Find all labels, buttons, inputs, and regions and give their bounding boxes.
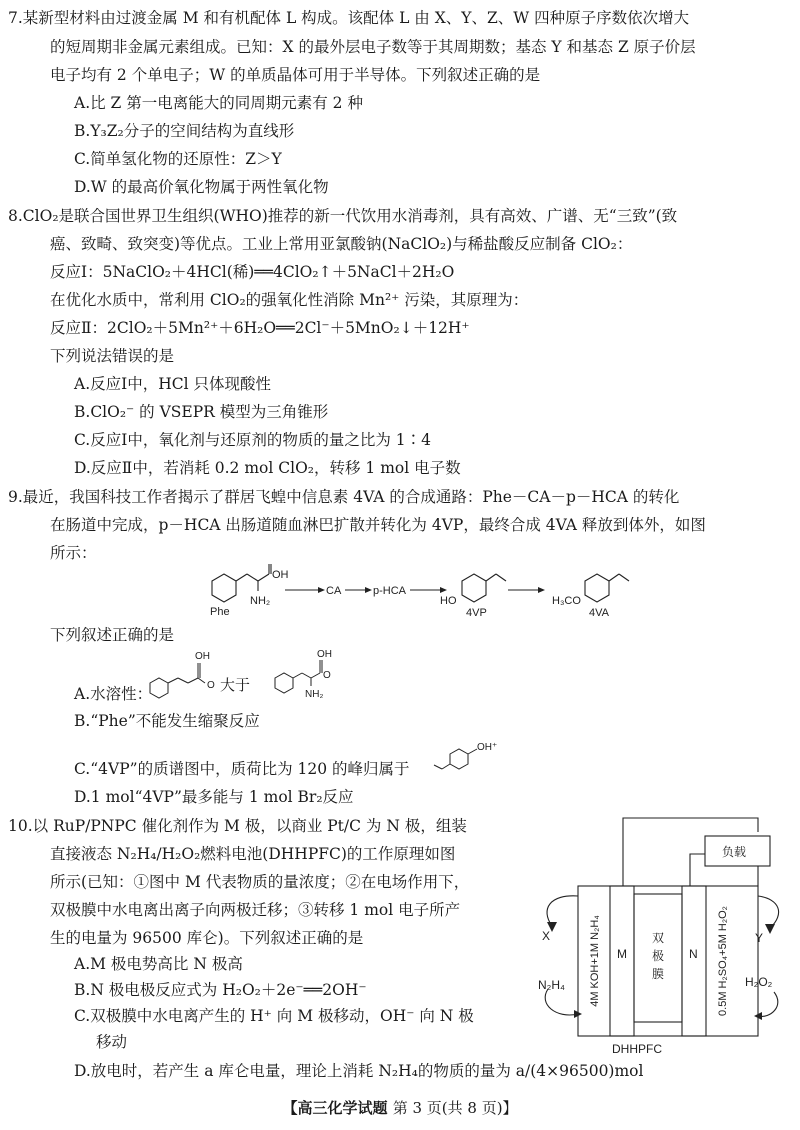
q9-option-a-o-2: O [323, 670, 331, 681]
q9-option-a-oh-2: OH [317, 649, 332, 660]
q9-stem-line2: 在肠道中完成，p－HCA 出肠道随血淋巴扩散并转化为 4VP，最终合成 4VA 释放到体外，如图 [50, 516, 706, 534]
q10-left-solution-label: 4M KOH+1M N₂H₄ [589, 915, 601, 1007]
q7-option-d: D.W 的最高价氧化物属于两性氧化物 [74, 178, 329, 196]
q10-option-c-line2: 移动 [96, 1033, 128, 1051]
q10-load-label: 负载 [722, 845, 747, 859]
q8-option-d: D.反应Ⅱ中，若消耗 0.2 mol ClO₂，转移 1 mol 电子数 [74, 459, 461, 477]
q10-right-solution-label: 0.5M H₂SO₄+5M H₂O₂ [717, 906, 729, 1016]
q9-prompt: 下列叙述正确的是 [50, 626, 175, 644]
q10-membrane-char3: 膜 [652, 967, 665, 981]
q9-option-a-mid: 大于 [220, 676, 251, 694]
q10-n-label: N [689, 947, 698, 961]
q9-scheme-4vp-label: 4VP [466, 607, 487, 619]
q10-x-label: X [542, 929, 551, 943]
q9-option-a [74, 684, 152, 704]
q9-scheme-ho-label: HO [440, 595, 457, 607]
q7-stem-line3: 电子均有 2 个单电子；W 的单质晶体可用于半导体。下列叙述正确的是 [50, 66, 541, 84]
q9-scheme-ca-label: CA [326, 585, 342, 597]
q10-stem-line4: 双极膜中水电离出离子向两极迁移；③转移 1 mol 电子所产 [50, 901, 461, 919]
q8-option-b: B.ClO₂⁻ 的 VSEPR 模型为三角锥形 [74, 403, 329, 421]
q10-stem-line2: 直接液态 N₂H₄/H₂O₂燃料电池(DHHPFC)的工作原理如图 [50, 845, 456, 863]
q9-scheme-nh2-label: NH₂ [250, 595, 271, 607]
q9-option-b: B.“Phe”不能发生缩聚反应 [74, 712, 260, 730]
q7-option-c: C.简单氢化物的还原性：Z＞Y [74, 150, 282, 168]
q10-stem-line5: 生的电量为 96500 库仑)。下列叙述正确的是 [50, 929, 364, 947]
q10-m-electrode [610, 886, 634, 1036]
q9-scheme-phca-label: p-HCA [373, 585, 407, 597]
q9-scheme-h3co-label: H₃CO [552, 595, 581, 607]
q9-scheme-4va-label: 4VA [589, 607, 609, 619]
q9-option-c: C.“4VP”的质谱图中，质荷比为 120 的峰归属于 [74, 760, 410, 778]
q10-membrane-char2: 极 [652, 949, 665, 963]
q8-option-a: A.反应Ⅰ中，HCl 只体现酸性 [74, 375, 272, 393]
q10-fuel-cell-diagram [530, 814, 785, 1057]
q8-option-c: C.反应Ⅰ中，氧化剂与还原剂的物质的量之比为 1∶4 [74, 431, 432, 449]
q8-stem-line2: 癌、致畸、致突变)等优点。工业上常用亚氯酸钠(NaClO₂)与稀盐酸反应制备 ClO₂： [50, 235, 633, 253]
q10-option-b: B.N 极电极反应式为 H₂O₂＋2e⁻══2OH⁻ [74, 981, 367, 999]
q10-membrane-label [652, 931, 668, 981]
q9-option-d: D.1 mol“4VP”最多能与 1 mol Br₂反应 [74, 788, 354, 806]
q9-option-a-nh2: NH₂ [305, 689, 324, 700]
q10-stem-line1: 10.以 RuP/PNPC 催化剂作为 M 极，以商业 Pt/C 为 N 极，组装 [8, 817, 467, 835]
q9-option-a-oh-1: OH [195, 651, 210, 662]
q7-option-a: A.比 Z 第一电离能大的同周期元素有 2 种 [74, 94, 363, 112]
q10-caption: DHHPFC [612, 1042, 662, 1056]
q10-m-label: M [617, 947, 627, 961]
q9-option-a-o-1: O [207, 680, 215, 691]
q8-prompt: 下列说法错误的是 [50, 347, 175, 365]
q8-reaction-1: 反应Ⅰ：5NaClO₂＋4HCl(稀)══4ClO₂↑＋5NaCl＋2H₂O [50, 263, 455, 281]
q10-n-electrode [682, 886, 706, 1036]
q7-stem-line2: 的短周期非金属元素组成。已知：X 的最外层电子数等于其周期数；基态 Y 和基态 Z 原子价层 [50, 38, 696, 56]
q10-option-d: D.放电时，若产生 a 库仑电量，理论上消耗 N₂H₄的物质的量为 a/(4×96500)mol [74, 1062, 644, 1080]
q9-stem-line1: 9.最近，我国科技工作者揭示了群居飞蝗中信息素 4VA 的合成通路：Phe－CA－p－HCA 的转化 [8, 488, 680, 506]
q10-option-c-line1: C.双极膜中水电离产生的 H⁺ 向 M 极移动，OH⁻ 向 N 极 [74, 1007, 474, 1025]
q9-option-a-structures [145, 648, 360, 700]
page-footer [0, 1097, 800, 1118]
q10-stem-line3: 所示(已知：①图中 M 代表物质的量浓度；②在电场作用下， [50, 873, 470, 891]
footer-page: 第 3 页(共 8 页)】 [392, 1099, 518, 1117]
q10-h2o2-label: H₂O₂ [745, 975, 773, 989]
q10-y-label: Y [755, 931, 764, 945]
q10-n2h4-label: N₂H₄ [538, 978, 565, 992]
q7-stem-line1: 7.某新型材料由过渡金属 M 和有机配体 L 构成。该配体 L 由 X、Y、Z、W 四种原子序数依次增大 [8, 9, 690, 27]
q9-option-a-prefix: A.水溶性： [74, 685, 153, 703]
q9-scheme-phe-label: Phe [210, 606, 230, 618]
q10-membrane-char1: 双 [652, 931, 665, 945]
q9-stem-line3: 所示： [50, 544, 97, 562]
footer-title: 【高三化学试题 [282, 1099, 388, 1117]
q7-option-b: B.Y₃Z₂分子的空间结构为直线形 [74, 122, 295, 140]
q8-stem-line1: 8.ClO₂是联合国世界卫生组织(WHO)推荐的新一代饮用水消毒剂，具有高效、广谱、无“三致”(致 [8, 207, 678, 225]
q9-option-c-ion-label: OH⁺ [477, 742, 498, 753]
q8-stem-line3: 在优化水质中，常利用 ClO₂的强氧化性消除 Mn²⁺ 污染，其原理为： [50, 291, 529, 309]
q9-scheme-oh-label: OH [272, 569, 289, 581]
q10-option-a: A.M 极电势高比 N 极高 [74, 955, 243, 973]
q9-option-c-ion-structure [432, 738, 502, 780]
q9-pathway-scheme [200, 560, 680, 620]
q8-reaction-2: 反应Ⅱ：2ClO₂＋5Mn²⁺＋6H₂O══2Cl⁻＋5MnO₂↓＋12H⁺ [50, 319, 470, 337]
